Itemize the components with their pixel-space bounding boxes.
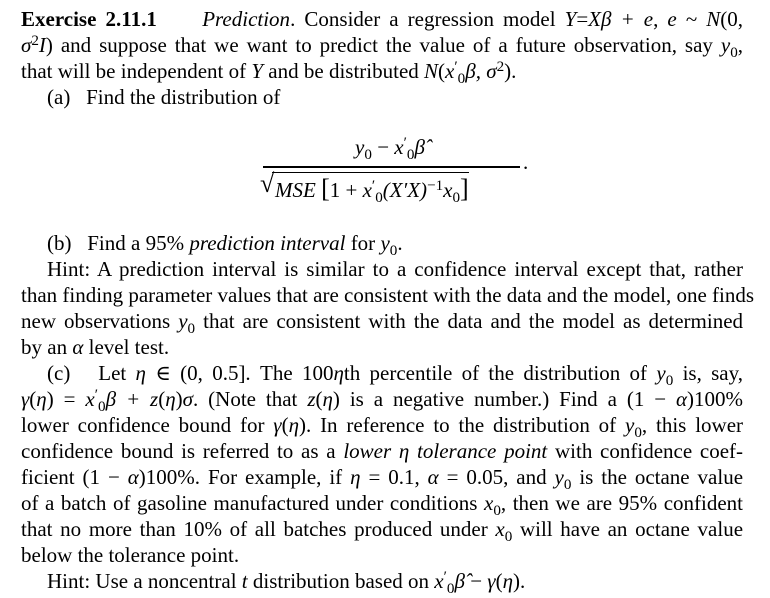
part-c-line-1: (c) Let η ∈ (0, 0.5]. The 100ηth percentile of the distribution of $y_0$ is, say,: [47, 361, 744, 389]
tolerance-point-term: lower η tolerance point: [343, 439, 548, 463]
part-b-label: (b): [47, 231, 72, 255]
hint-1-line-2: than finding parameter values that are consistent with the data and the model, one finds: [21, 283, 755, 307]
exercise-title: Prediction: [202, 7, 291, 31]
hint-1-line-1: Hint: A prediction interval is similar to a confidence interval except that, rather: [47, 257, 743, 281]
line-1: Exercise 2.11.1 Prediction. Consider a regression model Y=Xβ + e, e ~ N(0,: [21, 7, 744, 31]
line-3: that will be independent of Y and be distributed $N(x'_0\beta$, $\sigma^2$).: [21, 59, 517, 87]
part-c-line-2: $\gamma(\eta) = x'_0\beta + z(\eta)\sigma$. (Note that z(η) is a negative number.) Find a (1 − α)100%: [21, 387, 744, 415]
exercise-label: Exercise 2.11.1: [21, 7, 157, 31]
hint-1-line-4: by an α level test.: [21, 335, 170, 359]
part-c-line-6: of a batch of gasoline manufactured under conditions $x_0$, then we are 95% confident: [21, 491, 744, 519]
part-c-line-3: lower confidence bound for γ(η). In reference to the distribution of $y_0$, this lower: [21, 413, 744, 441]
hint-2: Hint: Use a noncentral t distribution based on $x'_0\betâ - \gamma(\eta)$.: [47, 569, 526, 597]
fraction-bar: [263, 166, 520, 168]
part-b: (b) Find a 95% prediction interval for $y_0$.: [47, 231, 403, 259]
distribution-formula: $y_0$ − $x'_0\betâ$ √ MSE $[1 + x'_0(X'X)^{-1}x_0]$ .: [260, 135, 529, 206]
part-c-line-8: below the tolerance point.: [21, 543, 240, 567]
formula-numerator: $y_0$ − $x'_0\betâ$: [355, 135, 425, 163]
part-a-label: (a): [47, 85, 71, 109]
part-c-line-5: ficient (1 − α)100%. For example, if η = 0.1, α = 0.05, and $y_0$ is the octane value: [21, 465, 744, 493]
part-a: (a) Find the distribution of: [47, 85, 281, 109]
part-c-line-4: confidence bound is referred to as a lower η tolerance point with confidence coef-: [21, 439, 744, 463]
line-2: $\sigma^2I$) and suppose that we want to predict the value of a future observation, say $y_0$,: [21, 33, 743, 61]
part-c-label: (c): [47, 361, 71, 385]
square-root: √ MSE $[1 + x'_0(X'X)^{-1}x_0]$: [260, 169, 469, 206]
formula-denominator: [260, 169, 469, 206]
part-c-line-7: that no more than 10% of all batches produced under $x_0$ will have an octane value: [21, 517, 744, 545]
hint-1-line-3: new observations $y_0$ that are consistent with the data and the model as determined: [21, 309, 744, 337]
